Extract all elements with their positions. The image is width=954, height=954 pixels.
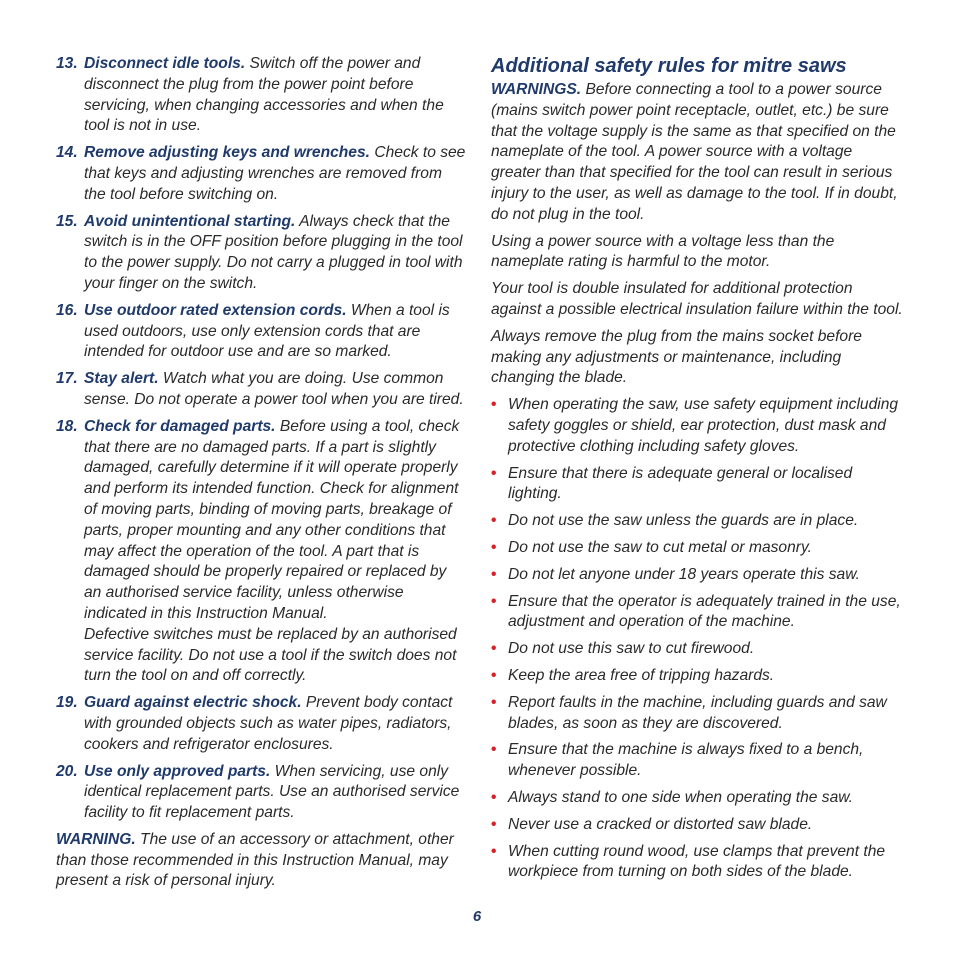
- bullet-item: [491, 395, 903, 457]
- item-text: Switch off the power and disconnect the plug from the power point before servicing, when changing accessories and when the tool is not in use.: [84, 55, 444, 135]
- paragraph: Using a power source with a voltage less than the nameplate rating is harmful to the motor.: [491, 232, 835, 271]
- bullet-icon: •: [491, 666, 497, 684]
- item-lead: Use outdoor rated extension cords.: [84, 301, 347, 319]
- paragraph: Always remove the plug from the mains socket before making any adjustments or maintenance, including changing the blade.: [491, 327, 862, 387]
- bullet-icon: •: [491, 565, 497, 583]
- bullet-icon: •: [491, 815, 497, 833]
- item-text: Always check that the switch is in the OFF position before plugging in the tool to the power supply. Do not carry a plugged in tool with your finger on the switch.: [84, 212, 463, 292]
- warning-text: The use of an accessory or attachment, other than those recommended in this Instruction Manual, may present a risk of personal injury.: [56, 830, 454, 890]
- bullet-item: [491, 788, 903, 809]
- item-extra-text: Defective switches must be replaced by an authorised service facility. Do not use a tool if the switch does not turn the tool on and off correctly.: [84, 625, 457, 685]
- bullet-text: Do not use this saw to cut firewood.: [508, 640, 755, 658]
- item-number: 15.: [56, 212, 78, 230]
- list-item: [56, 212, 466, 295]
- item-text: When a tool is used outdoors, use only extension cords that are intended for outdoor use and are so marked.: [84, 301, 450, 361]
- bullet-icon: •: [491, 396, 497, 414]
- bullet-icon: •: [491, 640, 497, 658]
- safety-rules-list: [56, 54, 466, 824]
- list-item: [56, 54, 466, 137]
- bullet-text: Do not let anyone under 18 years operate this saw.: [508, 565, 860, 583]
- bullet-item: [491, 511, 903, 532]
- bullet-item: [491, 639, 903, 660]
- item-lead: Avoid unintentional starting.: [84, 212, 296, 230]
- warning-paragraph: [56, 830, 466, 892]
- bullet-item: [491, 842, 903, 884]
- item-lead: Remove adjusting keys and wrenches.: [84, 144, 370, 162]
- bullet-text: Ensure that there is adequate general or localised lighting.: [508, 464, 853, 503]
- warnings-paragraph: [491, 80, 903, 226]
- item-number: 17.: [56, 370, 78, 388]
- item-number: 14.: [56, 144, 78, 162]
- bullet-text: Do not use the saw to cut metal or masonry.: [508, 538, 812, 556]
- bullet-icon: •: [491, 788, 497, 806]
- bullet-item: [491, 565, 903, 586]
- item-number: 20.: [56, 762, 78, 780]
- list-item: [56, 301, 466, 363]
- bullet-text: When cutting round wood, use clamps that prevent the workpiece from turning on both sides of the blade.: [508, 842, 886, 881]
- item-text: Check to see that keys and adjusting wrenches are removed from the tool before switching on.: [84, 144, 466, 203]
- item-text: Watch what you are doing. Use common sense. Do not operate a power tool when you are tired.: [84, 370, 464, 408]
- item-lead: Stay alert.: [84, 370, 159, 388]
- item-text: Prevent body contact with grounded objects such as water pipes, radiators, cookers and refrigerator enclosures.: [84, 694, 453, 753]
- warnings-lead: WARNINGS.: [491, 81, 582, 98]
- warnings-text: Before connecting a tool to a power source (mains switch power point receptacle, outlet, etc.) be sure that the voltage supply is the same as that specified on the nameplate of the tool. A power source with a voltage greater than that specified for the tool can result in serious injury to the user, as well as damage to the tool. If in doubt, do not plug in the tool.: [491, 81, 898, 223]
- bullet-icon: •: [491, 464, 497, 482]
- bullet-text: When operating the saw, use safety equipment including safety goggles or shield, ear protection, dust mask and protective clothing including safety gloves.: [508, 396, 899, 455]
- section-heading: Additional safety rules for mitre saws: [491, 55, 847, 77]
- warning-lead: WARNING.: [56, 830, 136, 848]
- left-column: [56, 54, 466, 898]
- bullet-icon: •: [491, 741, 497, 759]
- item-number: 16.: [56, 301, 78, 319]
- saw-safety-bullets: [491, 395, 903, 883]
- bullet-text: Never use a cracked or distorted saw blade.: [508, 815, 813, 833]
- item-lead: Use only approved parts.: [84, 762, 271, 780]
- bullet-text: Always stand to one side when operating the saw.: [508, 788, 854, 806]
- right-column: [491, 54, 903, 889]
- item-number: 19.: [56, 694, 78, 712]
- bullet-text: Ensure that the machine is always fixed to a bench, whenever possible.: [508, 741, 864, 780]
- bullet-item: [491, 740, 903, 782]
- item-lead: Check for damaged parts.: [84, 417, 276, 435]
- bullet-item: [491, 693, 903, 735]
- item-text: Before using a tool, check that there are no damaged parts. If a part is slightly damaged, carefully determine if it will operate properly and perform its intended function. Check for alignment of moving parts, binding of moving parts, breakage of parts, proper mounting and any other conditions that may affect the operation of the tool. A part that is damaged should be properly repaired or replaced by an authorised service facility, unless otherwise indicated in this Instruction Manual.: [84, 417, 460, 622]
- bullet-item: [491, 666, 903, 687]
- bullet-item: [491, 592, 903, 634]
- bullet-item: [491, 464, 903, 506]
- list-item: [56, 143, 466, 205]
- bullet-icon: •: [491, 592, 497, 610]
- bullet-icon: •: [491, 842, 497, 860]
- bullet-icon: •: [491, 538, 497, 556]
- item-lead: Guard against electric shock.: [84, 694, 302, 712]
- item-number: 13.: [56, 55, 78, 72]
- item-text: When servicing, use only identical replacement parts. Use an authorised service facility to fit replacement parts.: [84, 762, 460, 822]
- page-number: 6: [472, 908, 482, 925]
- paragraph: Your tool is double insulated for additional protection against a possible electrical insulation failure within the tool.: [491, 280, 903, 318]
- item-lead: Disconnect idle tools.: [84, 55, 246, 72]
- bullet-text: Report faults in the machine, including guards and saw blades, as soon as they are discovered.: [508, 693, 887, 732]
- bullet-text: Do not use the saw unless the guards are in place.: [508, 512, 859, 530]
- bullet-text: Ensure that the operator is adequately trained in the use, adjustment and operation of the machine.: [508, 592, 901, 631]
- bullet-icon: •: [491, 512, 497, 530]
- list-item: [56, 693, 466, 755]
- bullet-item: [491, 815, 903, 836]
- bullet-item: [491, 538, 903, 559]
- bullet-icon: •: [491, 693, 497, 711]
- bullet-text: Keep the area free of tripping hazards.: [508, 666, 775, 684]
- list-item: [56, 417, 466, 687]
- list-item: [56, 369, 466, 411]
- item-number: 18.: [56, 417, 78, 435]
- list-item: [56, 762, 466, 824]
